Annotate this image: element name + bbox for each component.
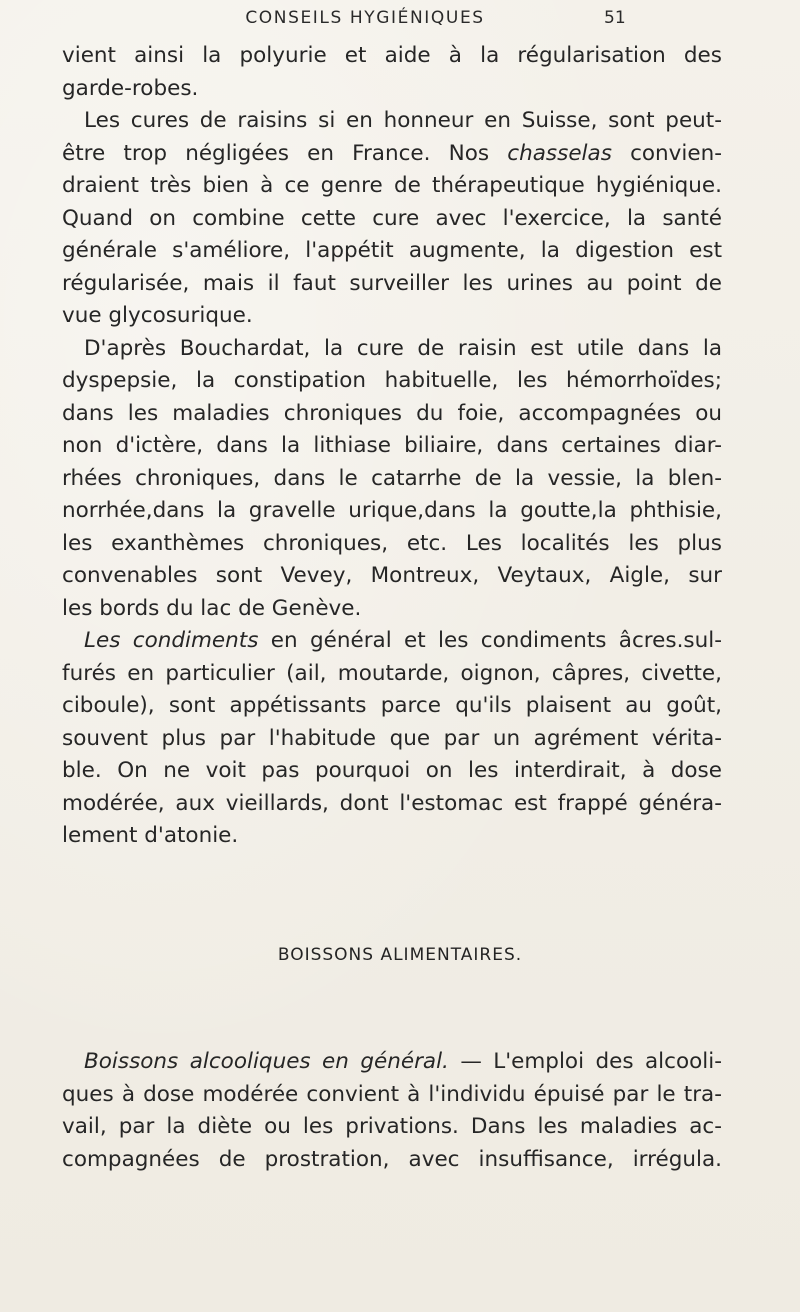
text-segment: être trop négligées en France. Nos xyxy=(62,140,508,166)
page-number: 51 xyxy=(604,8,626,28)
italic-term: chasselas xyxy=(507,140,612,166)
text-line: dans les maladies chroniques du foie, accompagnées ou xyxy=(62,400,722,426)
text-line: compagnées de prostration, avec insuffisance, irrégula. xyxy=(62,1146,722,1172)
text-line: rhées chroniques, dans le catarrhe de la vessie, la blen- xyxy=(62,465,722,491)
text-line xyxy=(62,1046,722,1079)
text-line: draient très bien à ce genre de thérapeutique hygiénique. xyxy=(62,173,722,198)
text-line: régularisée, mais il faut surveiller les urines au point de xyxy=(62,270,722,296)
italic-term: Les condiments xyxy=(84,628,259,653)
italic-heading: Boissons alcooliques en général. xyxy=(84,1049,449,1074)
text-line: vient ainsi la polyurie et aide à la régularisation des xyxy=(62,43,722,68)
text-line: garde-robes. xyxy=(62,75,199,101)
text-line: les exanthèmes chroniques, etc. Les localités les plus xyxy=(62,530,722,556)
text-line xyxy=(62,138,722,171)
text-line: vue glycosurique. xyxy=(62,303,253,328)
text-segment: en général et les condiments âcres.sul- xyxy=(258,628,722,653)
section-text xyxy=(62,1046,722,1176)
text-line xyxy=(62,625,722,658)
text-line: D'après Bouchardat, la cure de raisin est utile dans la xyxy=(84,335,722,361)
main-text xyxy=(62,40,722,853)
text-line: Les cures de raisins si en honneur en Suisse, sont peut- xyxy=(84,108,722,133)
text-line: les bords du lac de Genève. xyxy=(62,595,362,621)
text-line: ble. On ne voit pas pourquoi on les interdirait, à dose xyxy=(62,758,722,783)
text-line: Quand on combine cette cure avec l'exercice, la santé xyxy=(62,205,722,231)
text-line: furés en particulier (ail, moutarde, oignon, câpres, civette, xyxy=(62,660,722,686)
text-line: norrhée,dans la gravelle urique,dans la goutte,la phthisie, xyxy=(62,498,722,523)
running-title: CONSEILS HYGIÉNIQUES xyxy=(245,8,485,28)
text-line: ciboule), sont appétissants parce qu'ils plaisent au goût, xyxy=(62,693,722,718)
text-line: dyspepsie, la constipation habituelle, les hémorrhoïdes; xyxy=(62,368,722,393)
text-line: générale s'améliore, l'appétit augmente, la digestion est xyxy=(62,238,722,263)
text-line: ques à dose modérée convient à l'individu épuisé par le tra- xyxy=(62,1081,722,1107)
text-line: souvent plus par l'habitude que par un agrément vérita- xyxy=(62,725,722,751)
text-line: modérée, aux vieillards, dont l'estomac est frappé généra- xyxy=(62,790,722,816)
section-title: BOISSONS ALIMENTAIRES. xyxy=(277,945,523,965)
text-line: vail, par la diète ou les privations. Dans les maladies ac- xyxy=(62,1114,722,1139)
running-head xyxy=(0,8,800,36)
text-line: non d'ictère, dans la lithiase biliaire, dans certaines diar- xyxy=(62,433,722,458)
text-line: lement d'atonie. xyxy=(62,823,239,848)
text-segment: convien- xyxy=(611,140,722,166)
text-line: convenables sont Vevey, Montreux, Veytaux, Aigle, sur xyxy=(62,563,722,588)
text-segment: — L'emploi des alcooli- xyxy=(448,1049,722,1074)
